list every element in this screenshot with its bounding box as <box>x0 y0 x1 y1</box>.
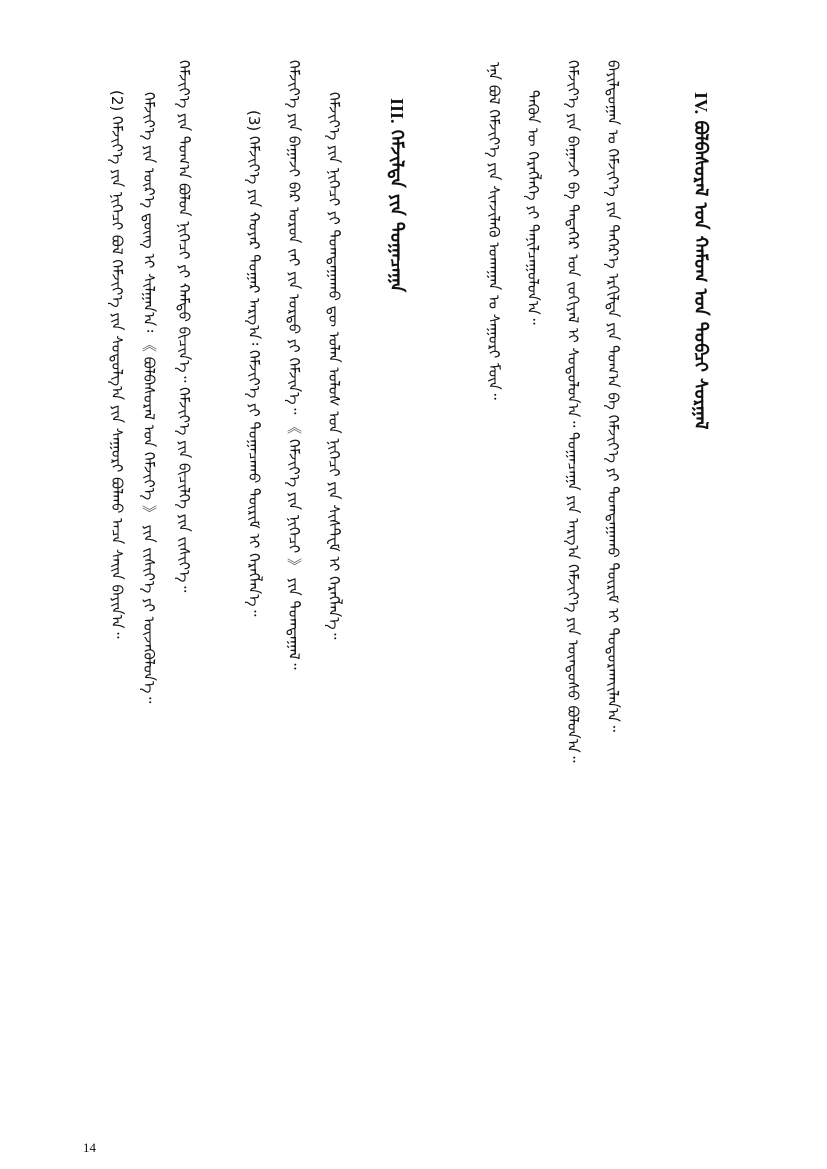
section-4-number: IV. <box>691 92 711 115</box>
paragraph-line: ᠬᠡᠮᠵᠢᠶ᠎ᠡ ᠶᠢᠨ ᠲᠣᠭ᠎ᠠ ᠪᠣᠯᠤᠨ ᠨᠢᠭᠡᠴᠢ ᠶᠢ ᠬᠠᠮᠲᠤ ᠪᠢᠴᠢᠨ᠎ᠡ᠃ ᠬᠡᠮᠵᠢᠶ᠎ᠡ ᠶᠢᠨ ᠪᠢᠴᠢᠯᠭᠡ ᠶᠢᠨ ᠵᠢᠱᠢᠶ᠎ᠡ᠃ <box>175 60 193 593</box>
section-3-number: III. <box>387 98 407 124</box>
paragraph-line: (2) ᠬᠡᠮᠵᠢᠶ᠎ᠡ ᠶᠢᠨ ᠨᠢᠭᠡᠴᠢ ᠪᠣᠯ ᠬᠡᠮᠵᠢᠶ᠎ᠡ ᠶᠢᠨ ᠰᠤᠳᠤᠯᠭ᠎ᠠ ᠶᠢᠨ ᠰᠠᠭᠤᠷᠢ ᠪᠣᠯᠬᠤ ᠠᠴᠠ ᠰᠠᠢᠨ ᠪᠠᠶᠢᠨ᠎ᠠ᠃ <box>108 90 126 639</box>
paragraph-line: ᠲᠡᠭᠦᠨ ᠦ ᠬᠡᠷᠡᠭᠯᠡᠭᠡ ᠶᠢ ᠲᠠᠨᠢᠯᠴᠠᠭᠤᠯᠤᠨ᠎ᠠ᠃ <box>524 90 542 325</box>
section-3-title: ᠬᠡᠮᠵᠢᠯᠲᠡ ᠶᠢᠨ ᠲᠣᠭᠠᠴᠠᠭᠠ <box>386 129 407 293</box>
section-3-heading <box>385 98 408 292</box>
paragraph-line: ᠬᠡᠮᠵᠢᠶ᠎ᠡ ᠶᠢᠨ ᠪᠠᠭᠠᠵᠢ ᠪᠠᠷ ᠣᠷᠣᠨ ᠵᠠᠶ ᠶᠢᠨ ᠤᠷᠲᠤ ᠶᠢ ᠬᠡᠮᠵᠢᠨ᠎ᠡ᠃ 《 ᠬᠡᠮᠵᠢᠶ᠎ᠡ ᠶᠢᠨ ᠨᠢᠭᠡᠴᠢ 》 ᠶᠢᠨ ᠲᠣᠭᠲᠠᠭᠠᠯ᠃ <box>285 60 303 670</box>
paragraph-line: ᠡᠨᠡ ᠪᠣᠯ ᠬᠡᠮᠵᠢᠶ᠎ᠡ ᠶᠢᠨ ᠰᠢᠨᠵᠢᠯᠡᠬᠦ ᠤᠬᠠᠭᠠᠨ ᠤ ᠰᠠᠭᠤᠷᠢ ᠮᠥᠨ᠃ <box>485 62 503 400</box>
paragraph-line: ᠬᠡᠮᠵᠢᠶ᠎ᠡ ᠶᠢᠨ ᠨᠢᠭᠡᠴᠢ ᠶᠢ ᠲᠣᠭᠲᠠᠭᠠᠬᠤ ᠳᠦ ᠣᠯᠠᠨ ᠤᠯᠤᠰ ᠤᠨ ᠨᠢᠭᠡᠴᠢ ᠶᠢᠨ ᠰᠢᠰᠲᠸᠮ ᠢ ᠬᠡᠷᠡᠭᠯᠡᠨ᠎ᠡ᠃ <box>325 92 343 640</box>
paragraph-line: (3) ᠬᠡᠮᠵᠢᠶ᠎ᠡ ᠶᠢᠨ ᠬᠣᠶᠠᠷ ᠳᠤᠭᠠᠷ ᠠᠷᠭ᠎ᠠ᠄ ᠬᠡᠮᠵᠢᠶ᠎ᠡ ᠶᠢ ᠲᠣᠭᠠᠴᠠᠬᠤ ᠳᠦᠷᠢᠮ ᠢ ᠬᠡᠷᠡᠭᠯᠡᠨ᠎ᠡ᠃ <box>245 110 263 617</box>
section-4-title: ᠪᠣᠯᠪᠠᠰᠤᠷᠠᠯ ᠤᠨ ᠬᠠᠮᠤᠭ ᠤᠨ ᠲᠣᠪᠴᠢ ᠰᠤᠷᠭᠠᠯ <box>690 120 711 430</box>
paragraph-line: ᠬᠡᠮᠵᠢᠶ᠎ᠡ ᠶᠢᠨ ᠪᠠᠭᠠᠵᠢ ᠪᠠ ᠲᠡᠳᠡᠭᠡᠷ ᠤᠨ ᠵᠣᠬᠢᠶᠠᠯ ᠢ ᠰᠤᠳᠤᠯᠤᠨ᠎ᠠ᠃ ᠲᠣᠭᠠᠴᠠᠭᠠ ᠶᠢᠨ ᠠᠷᠭ᠎ᠠ ᠬᠡᠮᠵᠢᠶ᠎ᠡ ᠶᠢᠨ ᠦᠨᠳᠦᠰᠦ ᠪᠣᠯᠤᠨ᠎ᠠ᠃ <box>564 60 582 763</box>
section-4-heading <box>689 92 712 430</box>
page-number: 14 <box>83 1140 96 1155</box>
paragraph-line: ᠬᠡᠮᠵᠢᠶ᠎ᠡ ᠶᠢᠨ ᠦᠷ᠎ᠡ ᠳ᠋ᠦᠩ ᠢ ᠰᠢᠯᠭᠠᠨ᠎ᠠ᠄ 《 ᠪᠣᠯᠪᠠᠰᠤᠷᠠᠯ ᠤᠨ ᠬᠡᠮᠵᠢᠶ᠎ᠡ 》 ᠶᠢᠨ ᠵᠢᠱᠢᠶ᠎ᠡ ᠶᠢ ᠦᠵᠡᠬᠦᠯᠦᠨ᠎ᠡ᠃ <box>140 92 158 704</box>
paragraph-line: ᠪᠠᠶᠢᠯᠳᠤᠭᠠᠨ ᠤ ᠬᠡᠮᠵᠢᠶ᠎ᠡ ᠶᠢᠨ ᠳᠡᠭᠡᠷ᠎ᠡ ᠡᠷᠭᠢᠯᠲᠡ ᠶᠢᠨ ᠲᠣᠭ᠎ᠠ ᠪᠠ ᠬᠡᠮᠵᠢᠶ᠎ᠡ ᠶᠢ ᠲᠣᠭᠲᠠᠭᠠᠬᠤ ᠳᠦᠷᠢᠮ ᠢ ᠲᠣᠳᠤᠷᠬᠠᠶ᠋ᠢᠯᠠᠨ᠎ᠠ᠃ <box>604 60 622 732</box>
